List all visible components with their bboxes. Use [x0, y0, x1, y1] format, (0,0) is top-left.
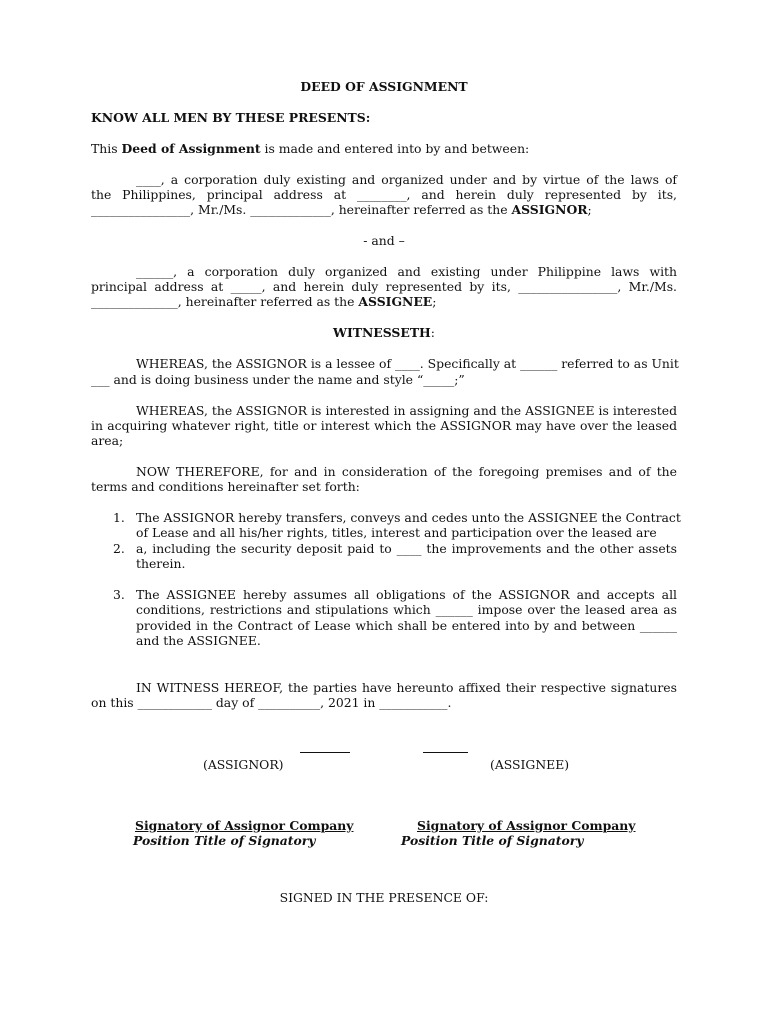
- assignor-line-2: the Philippines, principal address at ________, and herein duly represented by its,: [91, 187, 677, 202]
- whereas1-line-2: ___ and is doing business under the name and style “_____;”: [91, 372, 465, 387]
- assignee-line-3: [91, 294, 436, 310]
- assignee-signature-line: [423, 752, 468, 753]
- assignee-line-2: principal address at _____, and herein duly represented by its, ________________, Mr./Ms.: [91, 279, 677, 294]
- item-3-number: 3.: [113, 587, 125, 602]
- witnesseth-word: WITNESSETH: [333, 325, 431, 340]
- witness-hereof-line-2: on this ____________ day of __________, 2021 in ___________.: [91, 695, 452, 710]
- assignee-line-3-post: ;: [432, 294, 437, 309]
- item-1-line-2: of Lease and all his/her rights, titles, interest and participation over the leased are: [136, 525, 657, 540]
- assignor-line-3: [91, 202, 592, 218]
- whereas2-line-1: WHEREAS, the ASSIGNOR is interested in assigning and the ASSIGNEE is interested: [136, 403, 677, 418]
- now-therefore-line-2: terms and conditions hereinafter set forth:: [91, 479, 360, 494]
- assignee-sign-label: (ASSIGNEE): [490, 757, 570, 772]
- document-title: DEED OF ASSIGNMENT: [300, 79, 468, 94]
- assignor-label-bold: ASSIGNOR: [511, 202, 588, 217]
- signed-presence-heading: SIGNED IN THE PRESENCE OF:: [279, 890, 489, 905]
- and-separator: - and –: [363, 233, 405, 248]
- intro-post: is made and entered into by and between:: [260, 141, 530, 156]
- witnesseth-colon: :: [430, 325, 435, 340]
- assignor-signature-line: [300, 752, 350, 753]
- whereas2-line-2: in acquiring whatever right, title or interest which the ASSIGNOR may have over the leased: [91, 418, 677, 433]
- item-3-line-3: provided in the Contract of Lease which shall be entered into by and between ______: [136, 618, 677, 633]
- intro-line: [91, 141, 529, 157]
- assignor-line-3-post: ;: [587, 202, 592, 217]
- item-1-line-1: The ASSIGNOR hereby transfers, conveys and cedes unto the ASSIGNEE the Contract: [136, 510, 681, 525]
- assignee-label-bold: ASSIGNEE: [358, 294, 433, 309]
- witness-hereof-line-1: IN WITNESS HEREOF, the parties have hereunto affixed their respective signatures: [136, 680, 677, 695]
- item-2-line-2: therein.: [136, 556, 186, 571]
- left-signatory-position: Position Title of Signatory: [133, 833, 316, 848]
- assignor-sign-label: (ASSIGNOR): [203, 757, 284, 772]
- assignee-line-1: ______, a corporation duly organized and existing under Philippine laws with: [136, 264, 677, 279]
- right-signatory-position: Position Title of Signatory: [401, 833, 584, 848]
- know-all-heading: KNOW ALL MEN BY THESE PRESENTS:: [91, 110, 371, 125]
- witnesseth-heading: [0, 325, 768, 341]
- item-3-line-2: conditions, restrictions and stipulations which ______ impose over the leased area as: [136, 602, 677, 617]
- item-2-line-1: a, including the security deposit paid to ____ the improvements and the other assets: [136, 541, 677, 556]
- whereas2-line-3: area;: [91, 433, 124, 448]
- left-signatory-name: Signatory of Assignor Company: [135, 818, 354, 833]
- intro-pre: This: [91, 141, 122, 156]
- whereas1-line-1: WHEREAS, the ASSIGNOR is a lessee of ____. Specifically at ______ referred to as Unit: [136, 356, 679, 371]
- right-signatory-name: Signatory of Assignor Company: [417, 818, 636, 833]
- item-3-line-4: and the ASSIGNEE.: [136, 633, 261, 648]
- assignor-line-3-pre: ________________, Mr./Ms. _____________, hereinafter referred as the: [91, 202, 512, 217]
- intro-bold: Deed of Assignment: [121, 141, 261, 156]
- assignor-line-1: ____, a corporation duly existing and organized under and by virtue of the laws of: [136, 172, 677, 187]
- assignee-line-3-pre: ______________, hereinafter referred as the: [91, 294, 359, 309]
- item-2-number: 2.: [113, 541, 125, 556]
- now-therefore-line-1: NOW THEREFORE, for and in consideration of the foregoing premises and of the: [136, 464, 677, 479]
- item-3-line-1: The ASSIGNEE hereby assumes all obligations of the ASSIGNOR and accepts all: [136, 587, 677, 602]
- item-1-number: 1.: [113, 510, 125, 525]
